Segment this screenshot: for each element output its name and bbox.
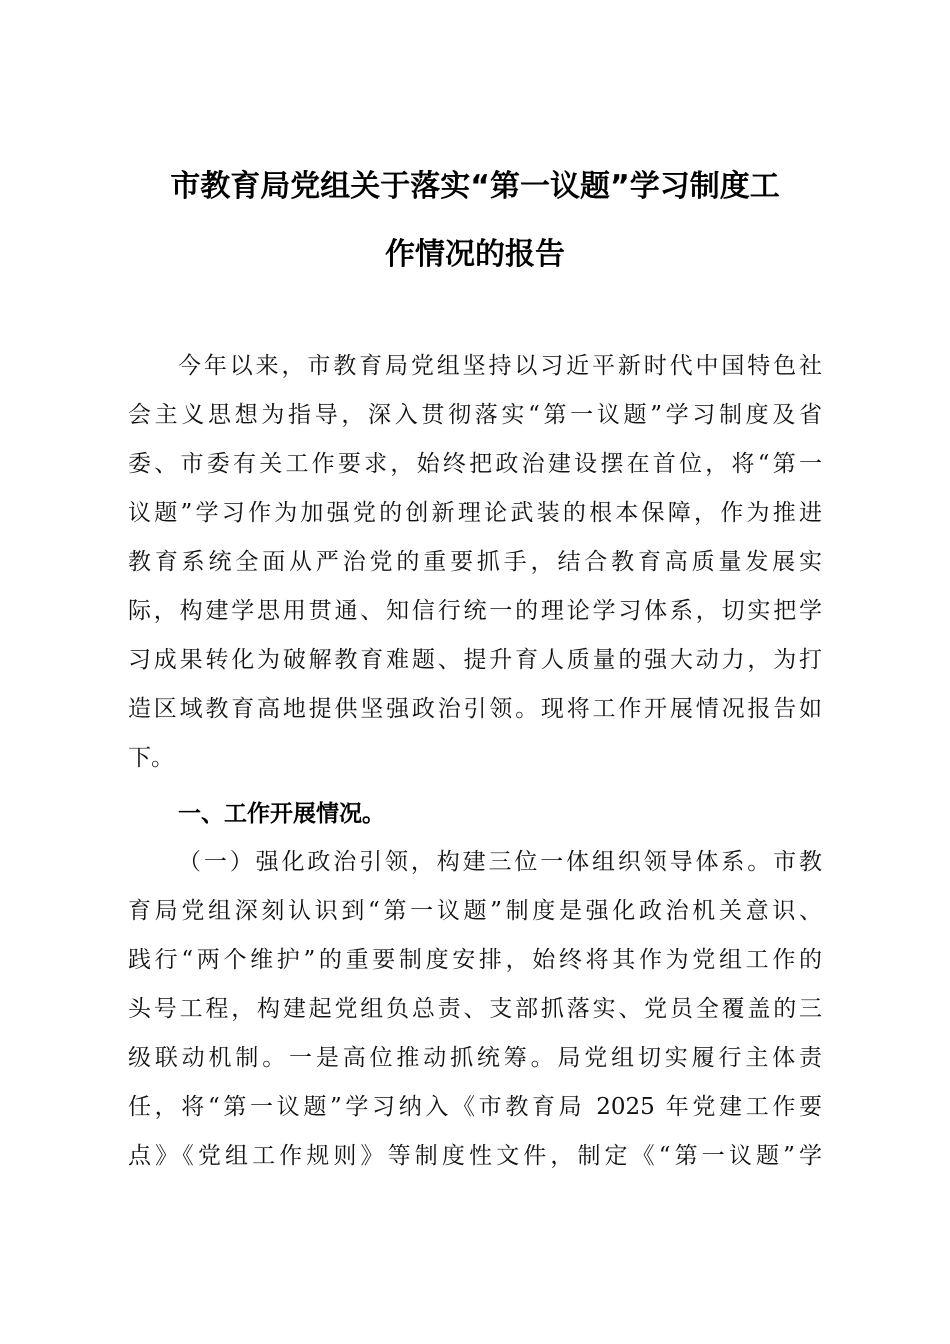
document-title-line-1: 市教育局党组关于落实“第一议题”学习制度工 bbox=[170, 169, 780, 204]
paragraph-line: 育局党组深刻认识到“第一议题”制度是强化政治机关意识、 bbox=[128, 898, 822, 924]
paragraph-line: 点》《党组工作规则》等制度性文件，制定《“第一议题”学 bbox=[128, 1143, 822, 1169]
paragraph-line: 任，将“第一议题”学习纳入《市教育局 2025 年党建工作要 bbox=[128, 1094, 822, 1120]
paragraph-line: 头号工程，构建起党组负总责、支部抓落实、党员全覆盖的三 bbox=[128, 996, 822, 1022]
paragraph-line: 会主义思想为指导，深入贯彻落实“第一议题”学习制度及省 bbox=[128, 402, 822, 428]
paragraph-line: 造区域教育高地提供坚强政治引领。现将工作开展情况报告如 bbox=[128, 696, 822, 722]
document-title-line-2: 作情况的报告 bbox=[385, 237, 565, 272]
paragraph-line: 级联动机制。一是高位推动抓统筹。局党组切实履行主体责 bbox=[128, 1045, 822, 1071]
section-heading: 一、工作开展情况。 bbox=[178, 801, 385, 827]
paragraph-line: 下。 bbox=[128, 745, 174, 771]
paragraph-line: 委、市委有关工作要求，始终把政治建设摆在首位，将“第一 bbox=[128, 451, 822, 477]
paragraph-line: 今年以来，市教育局党组坚持以习近平新时代中国特色社 bbox=[178, 353, 822, 379]
paragraph-line: 际，构建学思用贯通、知信行统一的理论学习体系，切实把学 bbox=[128, 598, 822, 624]
paragraph-line: 习成果转化为破解教育难题、提升育人质量的强大动力，为打 bbox=[128, 647, 822, 673]
paragraph-line: 议题”学习作为加强党的创新理论武装的根本保障，作为推进 bbox=[128, 500, 822, 526]
paragraph-line: （一）强化政治引领，构建三位一体组织领导体系。市教 bbox=[178, 849, 822, 875]
paragraph-line: 教育系统全面从严治党的重要抓手，结合教育高质量发展实 bbox=[128, 549, 822, 575]
paragraph-line: 践行“两个维护”的重要制度安排，始终将其作为党组工作的 bbox=[128, 947, 822, 973]
